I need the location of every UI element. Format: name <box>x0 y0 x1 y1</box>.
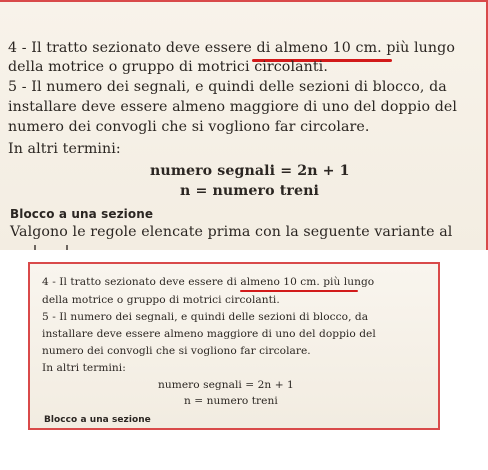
crop-mark <box>34 245 36 250</box>
text-line-rule-5: 5 - Il numero dei segnali, e quindi delle sezioni di blocco, da <box>42 311 369 323</box>
text-line-rule-5: 5 - Il numero dei segnali, e quindi delle sezioni di blocco, da <box>8 79 447 95</box>
section-heading: Blocco a una sezione <box>44 415 151 425</box>
text-line-rule-5-end: numero dei convogli che si vogliono far circolare. <box>8 119 370 135</box>
text-line-rule-4: 4 - Il tratto sezionato deve essere di almeno 10 cm. più lungo <box>8 40 455 56</box>
crop-mark <box>66 245 68 250</box>
text-line-intro: In altri termini: <box>42 362 126 374</box>
formula-trains: n = numero treni <box>184 395 278 407</box>
text-line-rule-4-cont: della motrice o gruppo di motrici circolanti. <box>42 294 280 306</box>
red-underline <box>240 290 358 292</box>
formula-trains: n = numero treni <box>180 183 319 199</box>
text-line-rule-4-cont: della motrice o gruppo di motrici circolanti. <box>8 59 328 75</box>
text-line-rule-5-end: numero dei convogli che si vogliono far circolare. <box>42 345 311 357</box>
formula-signals: numero segnali = 2n + 1 <box>150 163 350 179</box>
text-line-rule-5-cont: installare deve essere almeno maggiore di uno del doppio del <box>8 99 458 115</box>
section-heading: Blocco a una sezione <box>10 207 154 221</box>
formula-signals: numero segnali = 2n + 1 <box>158 379 294 391</box>
text-line-rule-next: Valgono le regole elencate prima con la seguente variante al <box>10 224 453 240</box>
text-line-rule-4: 4 - Il tratto sezionato deve essere di almeno 10 cm. più lungo <box>42 276 375 288</box>
text-line-rule-5-cont: installare deve essere almeno maggiore di uno del doppio del <box>42 328 376 340</box>
text-line-intro: In altri termini: <box>8 141 121 157</box>
page-scan-small <box>28 262 440 430</box>
